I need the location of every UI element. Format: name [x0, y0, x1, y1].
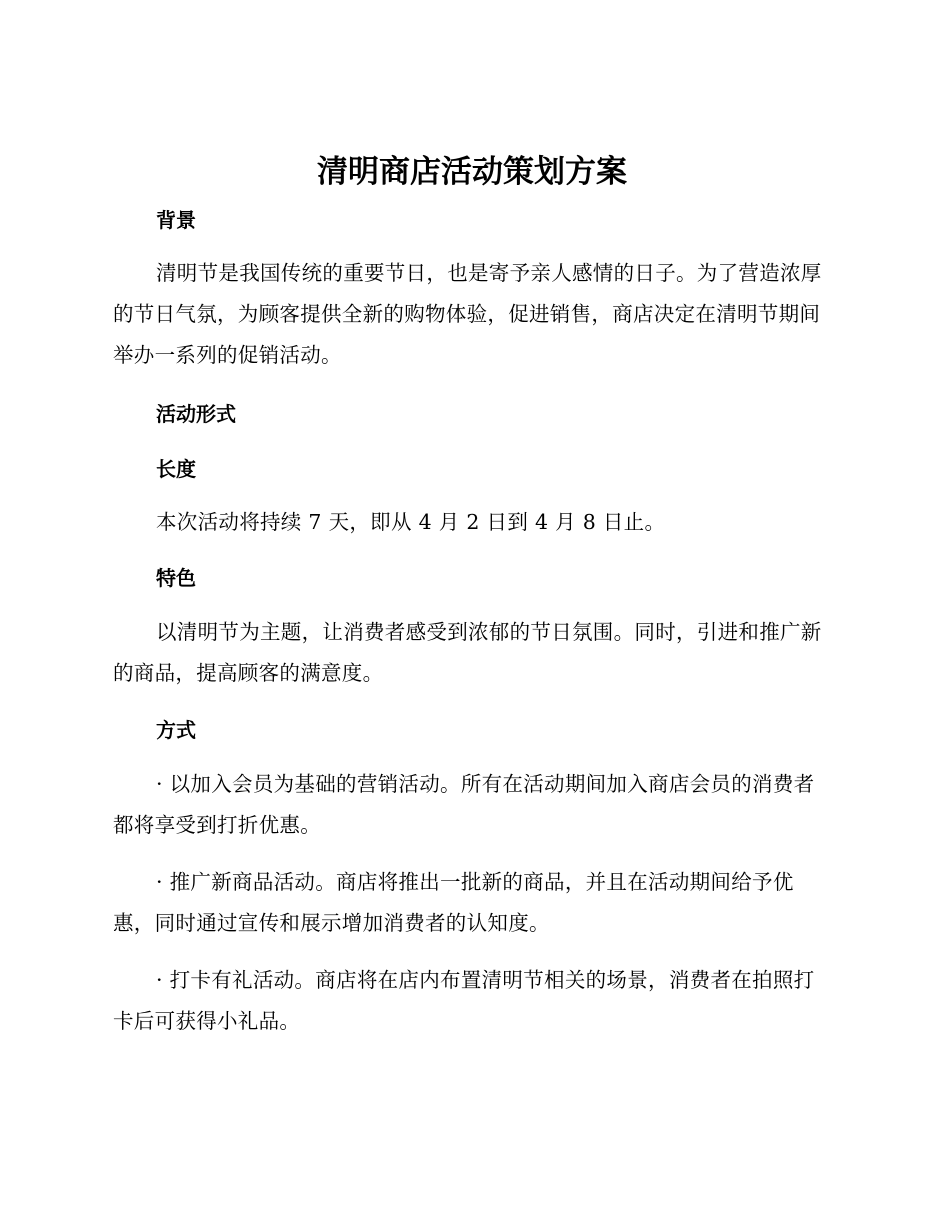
- section-heading-method: 方式: [156, 718, 196, 742]
- paragraph-length: 本次活动将持续 7 天，即从 4 月 2 日到 4 月 8 日止。: [156, 510, 666, 534]
- section-heading-background: 背景: [156, 208, 196, 232]
- section-heading-activity-form: 活动形式: [156, 402, 236, 426]
- list-item-membership: · 以加入会员为基础的营销活动。所有在活动期间加入商店会员的消费者都将享受到打折优惠。: [113, 772, 815, 837]
- list-item-new-products: · 推广新商品活动。商店将推出一批新的商品，并且在活动期间给予优惠，同时通过宣传和展示增加消费者的认知度。: [113, 870, 794, 935]
- list-item-checkin-gift: · 打卡有礼活动。商店将在店内布置清明节相关的场景，消费者在拍照打卡后可获得小礼品。: [113, 968, 815, 1033]
- document-title: 清明商店活动策划方案: [317, 154, 627, 190]
- section-heading-feature: 特色: [156, 566, 196, 590]
- paragraph-background: 清明节是我国传统的重要节日，也是寄予亲人感情的日子。为了营造浓厚的节日气氛，为顾客提供全新的购物体验，促进销售，商店决定在清明节期间举办一系列的促销活动。: [113, 261, 822, 367]
- section-heading-length: 长度: [156, 457, 196, 481]
- paragraph-feature: 以清明节为主题，让消费者感受到浓郁的节日氛围。同时，引进和推广新的商品，提高顾客的满意度。: [113, 620, 822, 685]
